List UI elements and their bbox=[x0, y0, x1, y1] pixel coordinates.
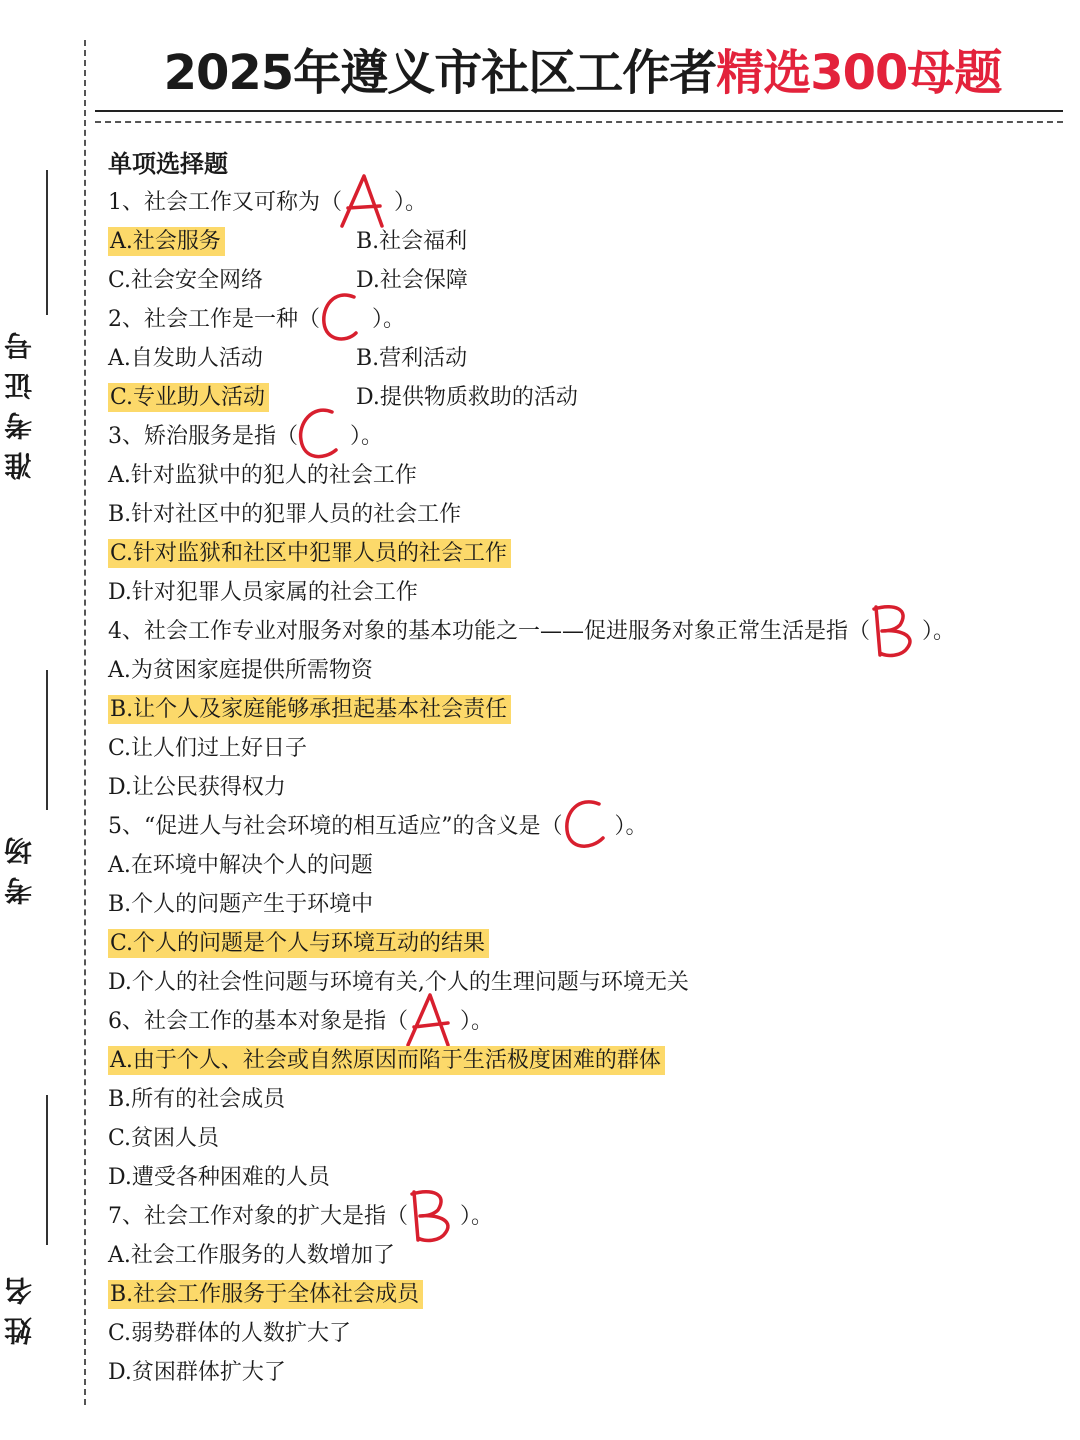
binding-margin-line bbox=[84, 40, 86, 1405]
question-stem-tail: ）。 bbox=[394, 190, 428, 215]
handwritten-answer-c bbox=[320, 305, 372, 335]
question-stem-text: 5、“促进人与社会环境的相互适应”的含义是（ bbox=[108, 814, 563, 839]
page-title-highlight: 精选300母题 bbox=[716, 45, 1002, 101]
handwritten-answer-c bbox=[298, 422, 350, 452]
question-2-stem bbox=[108, 300, 1058, 339]
question-stem-tail: ）。 bbox=[372, 307, 406, 332]
option-7a: A.社会工作服务的人数增加了 bbox=[108, 1243, 395, 1268]
sidebar-line-venue bbox=[46, 670, 48, 810]
question-stem-tail: ）。 bbox=[460, 1009, 494, 1034]
handwritten-answer-a bbox=[342, 188, 394, 218]
question-stem-text: 2、社会工作是一种（ bbox=[108, 307, 320, 332]
question-2-options-row-1 bbox=[108, 339, 1058, 378]
page-title-main: 2025年遵义市社区工作者 bbox=[163, 45, 717, 101]
option-2a: A.自发助人活动 bbox=[108, 346, 263, 371]
option-4c: C.让人们过上好日子 bbox=[108, 736, 308, 761]
option-7b: B.社会工作服务于全体社会成员 bbox=[108, 1280, 423, 1309]
question-stem-tail: ）。 bbox=[460, 1204, 494, 1229]
sidebar-label-exam-id: 准考证号 bbox=[3, 320, 36, 480]
page-title bbox=[95, 34, 1070, 103]
option-3d: D.针对犯罪人员家属的社会工作 bbox=[108, 580, 418, 605]
question-stem-text: 6、社会工作的基本对象是指（ bbox=[108, 1009, 408, 1034]
option-4a: A.为贫困家庭提供所需物资 bbox=[108, 658, 373, 683]
question-1-options-row-2 bbox=[108, 261, 1058, 300]
title-divider-solid bbox=[95, 110, 1063, 112]
sidebar-line-name bbox=[46, 1095, 48, 1245]
option-3c: C.针对监狱和社区中犯罪人员的社会工作 bbox=[108, 539, 511, 568]
sidebar-line-exam-id bbox=[46, 170, 48, 315]
option-6c: C.贫困人员 bbox=[108, 1126, 220, 1151]
question-7-stem bbox=[108, 1197, 1058, 1236]
question-3-stem bbox=[108, 417, 1058, 456]
question-stem-text: 7、社会工作对象的扩大是指（ bbox=[108, 1204, 408, 1229]
question-5-stem bbox=[108, 807, 1058, 846]
question-stem-text: 1、社会工作又可称为（ bbox=[108, 190, 342, 215]
handwritten-answer-b bbox=[870, 617, 922, 647]
option-6d: D.遭受各种困难的人员 bbox=[108, 1165, 330, 1190]
question-stem-tail: ）。 bbox=[922, 619, 956, 644]
question-2-options-row-2 bbox=[108, 378, 1058, 417]
question-4-stem bbox=[108, 612, 1058, 651]
sidebar-label-venue: 考场 bbox=[3, 825, 36, 905]
title-divider-dashed bbox=[95, 121, 1063, 123]
question-1-options-row-1 bbox=[108, 222, 1058, 261]
question-stem-text: 4、社会工作专业对服务对象的基本功能之一——促进服务对象正常生活是指（ bbox=[108, 619, 870, 644]
question-list bbox=[108, 144, 1058, 1392]
question-stem-tail: ）。 bbox=[614, 814, 648, 839]
question-stem-tail: ）。 bbox=[350, 424, 384, 449]
option-4d: D.让公民获得权力 bbox=[108, 775, 286, 800]
option-1a: A.社会服务 bbox=[108, 227, 225, 256]
section-title: 单项选择题 bbox=[108, 149, 228, 178]
question-1-stem bbox=[108, 183, 1058, 222]
option-2b: B.营利活动 bbox=[356, 346, 468, 371]
question-6-stem bbox=[108, 1002, 1058, 1041]
handwritten-answer-c bbox=[563, 812, 615, 842]
question-stem-text: 3、矫治服务是指（ bbox=[108, 424, 298, 449]
option-2c: C.专业助人活动 bbox=[108, 383, 269, 412]
option-4b: B.让个人及家庭能够承担起基本社会责任 bbox=[108, 695, 511, 724]
option-1c: C.社会安全网络 bbox=[108, 268, 264, 293]
sidebar-label-name: 姓名 bbox=[3, 1265, 36, 1345]
option-1d: D.社会保障 bbox=[356, 268, 468, 293]
handwritten-answer-b bbox=[408, 1202, 460, 1232]
option-5a: A.在环境中解决个人的问题 bbox=[108, 853, 373, 878]
option-3a: A.针对监狱中的犯人的社会工作 bbox=[108, 463, 417, 488]
option-5b: B.个人的问题产生于环境中 bbox=[108, 892, 374, 917]
option-5d: D.个人的社会性问题与环境有关,个人的生理问题与环境无关 bbox=[108, 970, 689, 995]
option-5c: C.个人的问题是个人与环境互动的结果 bbox=[108, 929, 489, 958]
handwritten-answer-a bbox=[408, 1007, 460, 1037]
option-1b: B.社会福利 bbox=[356, 229, 468, 254]
option-7d: D.贫困群体扩大了 bbox=[108, 1360, 286, 1385]
option-6b: B.所有的社会成员 bbox=[108, 1087, 286, 1112]
option-6a: A.由于个人、社会或自然原因而陷于生活极度困难的群体 bbox=[108, 1046, 665, 1075]
option-3b: B.针对社区中的犯罪人员的社会工作 bbox=[108, 502, 462, 527]
option-2d: D.提供物质救助的活动 bbox=[356, 385, 578, 410]
option-7c: C.弱势群体的人数扩大了 bbox=[108, 1321, 352, 1346]
